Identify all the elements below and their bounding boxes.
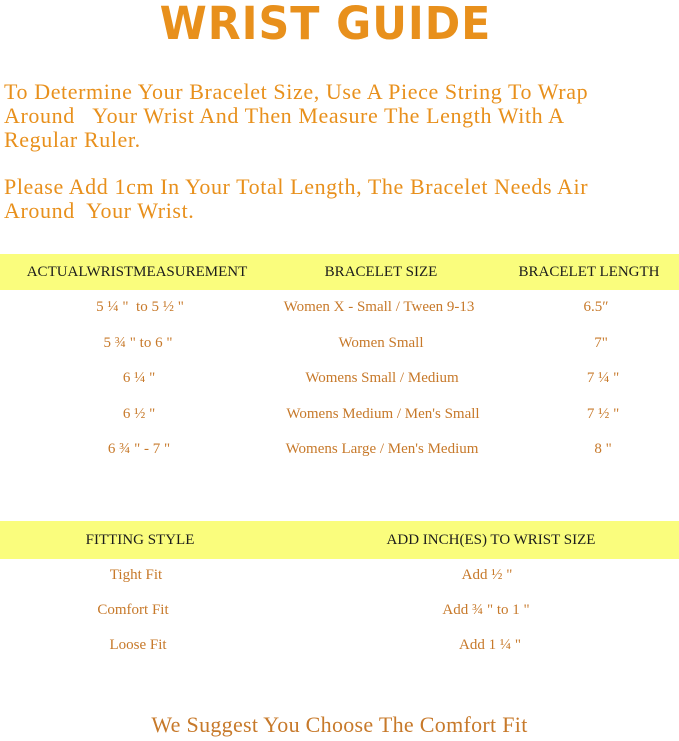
bracelet-size-cell: Womens Large / Men's Medium [285,441,479,457]
intro-line: Regular Ruler. [4,127,141,152]
add-inches-cell: Add ½ " [461,567,513,583]
wrist-measurement-cell: 5 ¾ " to 6 " [103,335,173,351]
fitting-style-cell: Tight Fit [109,567,163,583]
fit-table-header [0,521,679,559]
page-title: WRIST GUIDE [159,0,492,50]
bracelet-size-cell: Womens Small / Medium [305,370,459,386]
fitting-style-cell: Loose Fit [109,637,167,653]
note-line: Around Your Wrist. [4,198,195,223]
bracelet-size-cell: Womens Medium / Men's Small [286,406,480,422]
wrist-measurement-cell: 6 ½ " [122,406,156,422]
note-line: Please Add 1cm In Your Total Length, The Bracelet Needs Air [4,174,589,199]
add-inches-cell: Add 1 ¼ " [459,637,521,653]
intro-line: To Determine Your Bracelet Size, Use A Piece String To Wrap [4,79,589,104]
wrist-measurement-cell: 6 ¼ " [122,370,156,386]
wrist-measurement-cell: 5 ¼ " to 5 ½ " [96,299,184,315]
bracelet-length-cell: 6.5″ [583,299,609,315]
bracelet-size-cell: Women X - Small / Tween 9-13 [283,299,475,315]
bracelet-size-cell: Women Small [338,335,424,351]
size-table-body [0,290,679,470]
bracelet-length-cell: 8 " [594,441,612,457]
column-header: ADD INCH(ES) TO WRIST SIZE [386,532,596,548]
size-table-header [0,254,679,290]
column-header: BRACELET SIZE [324,264,438,280]
column-header: BRACELET LENGTH [518,264,660,280]
column-header: FITTING STYLE [85,532,195,548]
suggestion-text: We Suggest You Choose The Comfort Fit [151,712,528,737]
fitting-style-cell: Comfort Fit [97,602,169,618]
add-inches-cell: Add ¾ " to 1 " [442,602,530,618]
fit-table-body [0,559,679,669]
bracelet-length-cell: 7 ½ " [586,406,620,422]
bracelet-length-cell: 7 ¼ " [586,370,620,386]
column-header: ACTUALWRISTMEASUREMENT [26,264,248,280]
intro-line: Around Your Wrist And Then Measure The Length With A [4,103,565,128]
wrist-measurement-cell: 6 ¾ " - 7 " [107,441,171,457]
bracelet-length-cell: 7" [594,335,608,351]
